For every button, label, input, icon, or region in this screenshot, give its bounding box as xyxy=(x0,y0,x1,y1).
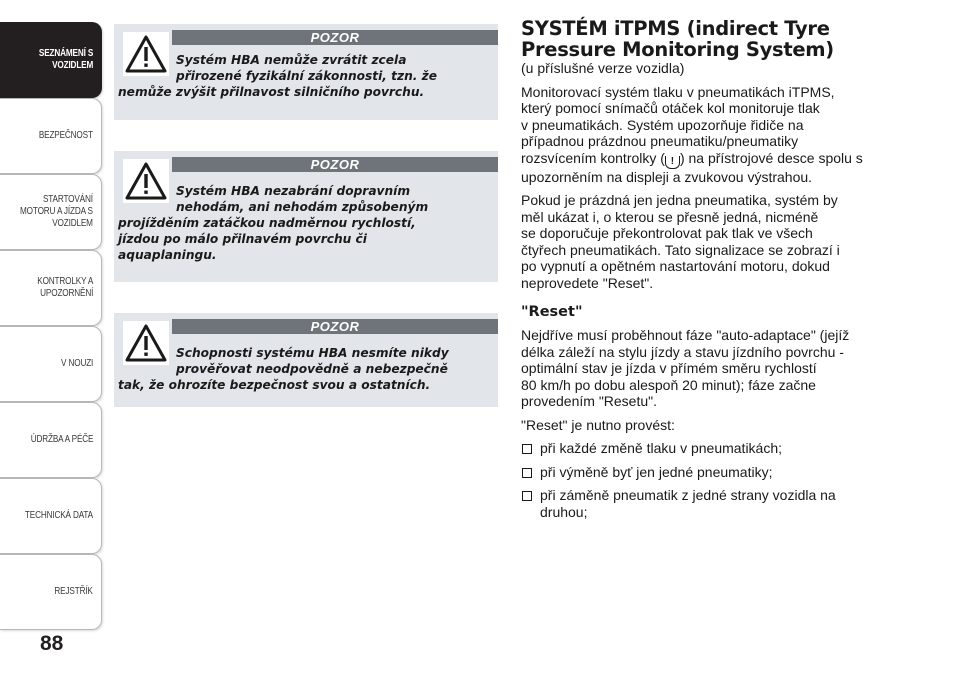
text-line: měl ukázat i, o kterou se přesně jedná, nicméně xyxy=(521,208,819,225)
tab-label: STARTOVÁNÍ MOTORU A JÍZDA S VOZIDLEM xyxy=(20,194,93,229)
text-line: čtyřech pneumatikách. Tato signalizace se zobrazí i xyxy=(521,241,840,258)
text-line: se doporučuje překontrolovat pak tlak ve všech xyxy=(521,225,813,241)
tab-rejstrik[interactable] xyxy=(0,554,102,630)
text-line: po vypnutí a opětném nastartování motoru, dokud xyxy=(521,258,830,274)
checkbox-bullet-icon xyxy=(522,468,532,478)
warning-box xyxy=(114,151,498,282)
text-line: optimální stav je jízda v přímém směru rychlostí xyxy=(521,360,817,376)
page-number: 88 xyxy=(40,632,64,655)
tab-label: REJSTŘÍK xyxy=(54,586,93,597)
warning-line: přirozené fyzikální zákonnosti, tzn. že xyxy=(176,69,438,83)
section-title-line: SYSTÉM iTPMS (indirect Tyre xyxy=(521,17,830,40)
section-title-line: Pressure Monitoring System) xyxy=(521,38,834,61)
text-line: při výměně byť jen jedné pneumatiky; xyxy=(540,463,773,480)
tab-startovani-motoru[interactable] xyxy=(0,174,102,250)
paragraph-itpms-intro xyxy=(521,84,921,186)
text-line: upozorněním na displeji a zvukovou výstrahou. xyxy=(521,168,813,185)
text-line: Nejdříve musí proběhnout fáze "auto-adaptace" (jejíž xyxy=(521,327,850,343)
text-line: při záměně pneumatik z jedné strany vozidla na xyxy=(540,487,836,503)
tab-label: V NOUZI xyxy=(60,358,93,369)
section-title xyxy=(521,18,921,60)
tab-label: ÚDRŽBA A PÉČE xyxy=(30,434,93,445)
paragraph-reset xyxy=(521,327,921,410)
list-item xyxy=(521,487,921,520)
text-line: v pneumatikách. Systém upozorňuje řidiče na xyxy=(521,116,804,133)
warning-text xyxy=(118,183,490,263)
tab-v-nouzi[interactable] xyxy=(0,326,102,402)
text-fragment: ) na přístrojové desce spolu s xyxy=(679,149,863,166)
tyre-pressure-warning-icon: ! xyxy=(665,156,680,169)
list-item xyxy=(521,464,921,481)
text-line: 80 km/h po dobu alespoň 20 minut); fáze začne xyxy=(521,376,816,393)
text-fragment: rozsvícením kontrolky ( xyxy=(521,149,665,166)
warning-box xyxy=(114,24,498,120)
warning-text xyxy=(118,345,490,393)
text-line: který pomocí snímačů otáček kol monitoruje tlak xyxy=(521,100,820,116)
reset-conditions-list xyxy=(521,440,921,520)
chapter-tabs xyxy=(0,22,102,630)
warning-text xyxy=(118,52,490,100)
tab-label: KONTROLKY A UPOZORNĚNÍ xyxy=(37,276,93,299)
warning-line: Systém HBA nemůže zvrátit zcela xyxy=(176,53,407,67)
reset-heading: "Reset" xyxy=(521,304,583,320)
text-line: neprovedete "Reset". xyxy=(521,274,654,291)
warning-line: Systém HBA nezabrání dopravním xyxy=(176,184,411,198)
tab-label: BEZPEČNOST xyxy=(39,130,93,141)
tab-label: SEZNÁMENÍ S VOZIDLEM xyxy=(38,48,93,71)
warning-line: jízdou po málo přilnavém povrchu či xyxy=(118,232,367,246)
list-item xyxy=(521,440,921,457)
text-line: délka záleží na stylu jízdy a stavu jízdního povrchu - xyxy=(521,343,844,360)
warning-line: aquaplaningu. xyxy=(118,248,217,262)
article xyxy=(521,18,921,527)
warning-line: Schopnosti systému HBA nesmíte nikdy xyxy=(176,346,449,360)
warning-heading: POZOR xyxy=(172,157,498,172)
paragraph-reset-required: "Reset" je nutno provést: xyxy=(521,416,675,433)
checkbox-bullet-icon xyxy=(522,444,532,454)
warning-line: nehodám, ani nehodám způsobeným xyxy=(176,200,429,214)
tab-technicka-data[interactable] xyxy=(0,478,102,554)
section-subtitle: (u příslušné verze vozidla) xyxy=(521,60,685,76)
text-line: případnou prázdnou pneumatiku/pneumatiky xyxy=(521,133,799,149)
tab-udrzba-a-pece[interactable] xyxy=(0,402,102,478)
checkbox-bullet-icon xyxy=(522,491,532,501)
warning-line: projížděním zatáčkou nadměrnou rychlostí, xyxy=(118,216,416,230)
warning-heading: POZOR xyxy=(172,319,498,334)
tab-seznameni-s-vozidlem[interactable] xyxy=(0,22,102,98)
warning-line: tak, že ohrozíte bezpečnost svou a ostatních. xyxy=(118,378,431,392)
warning-box xyxy=(114,313,498,407)
text-line: při každé změně tlaku v pneumatikách; xyxy=(540,440,783,456)
warning-heading: POZOR xyxy=(172,30,498,45)
tab-kontrolky-a-upozorneni[interactable] xyxy=(0,250,102,326)
text-line: provedením "Resetu". xyxy=(521,393,658,409)
warning-line: prověřovat neodpovědně a nebezpečně xyxy=(176,362,448,376)
text-line: druhou; xyxy=(540,503,588,520)
warning-line: nemůže zvýšit přilnavost silničního povrchu. xyxy=(118,85,425,99)
text-line: Monitorovací systém tlaku v pneumatikách iTPMS, xyxy=(521,83,835,100)
tab-bezpecnost[interactable] xyxy=(0,98,102,174)
text-line xyxy=(521,150,921,169)
tab-label: TECHNICKÁ DATA xyxy=(24,510,93,521)
text-line: Pokud je prázdná jen jedna pneumatika, systém by xyxy=(521,192,838,208)
paragraph-single-tyre xyxy=(521,192,921,291)
